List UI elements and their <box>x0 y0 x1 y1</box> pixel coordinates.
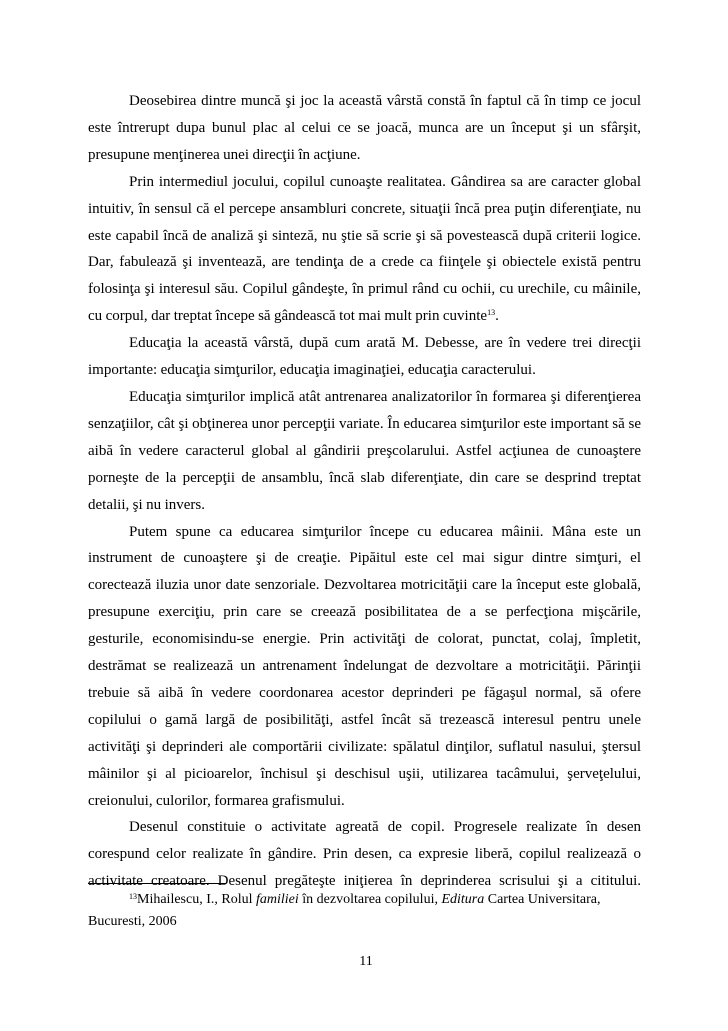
paragraph-5: Putem spune ca educarea simţurilor începe cu educarea mâinii. Mâna este un instrument de cunoaştere şi de creaţie. Pipăitul este cel mai sigur dintre simţuri, el corectează iluzia unor date senzoriale. Dezvoltarea motricităţii care la început este globală, presupune exerciţiu, prin care se creează posibilitatea de a se perfecţiona mişcările, gesturile, economisindu-se energie. Prin activităţi de colorat, punctat, colaj, împletit, destrămat se realizează un antrenament îndelungat de dezvoltare a motricităţii. Părinţii trebuie să aibă în vedere coordonarea acestor deprinderi pe făgaşul normal, să ofere copilului o gamă largă de posibilităţi, astfel încât să trezească interesul pentru unele activităţi şi deprinderi ale comportării civilizate: spălatul dinţilor, suflatul nasului, ştersul mâinilor şi al picioarelor, închisul şi deschisul uşii, utilizarea tacâmului, şerveţelului, creionului, culorilor, formarea grafismului. <box>88 523 641 809</box>
paragraph-2-text: Prin intermediul jocului, copilul cunoaşte realitatea. Gândirea sa are caracter global intuitiv, în sensul că el percepe ansambluri concrete, situaţii încă prea puţin diferenţiate, nu este capabil încă de analiză şi sinteză, nu ştie să scrie şi să povestească după criterii logice. Dar, fabulează şi inventează, are tendinţa de a crede ca fiinţele şi obiectele există pentru folosinţa şi interesul său. Copilul gândeşte, în primul rând cu ochii, cu urechile, cu mâinile, cu corpul, dar treptat începe să gândească tot mai mult prin cuvinte <box>88 173 641 325</box>
paragraph-3: Educaţia la această vârstă, după cum arată M. Debesse, are în vedere trei direcţii importante: educaţia simţurilor, educaţia imaginaţiei, educaţia caracterului. <box>88 335 641 379</box>
paragraph-1: Deosebirea dintre muncă şi joc la această vârstă constă în faptul că în timp ce jocul este întrerupt dupa bunul plac al celui ce se joacă, munca are un început şi un sfârşit, presupune menţinerea unei direcţii în acţiune. <box>88 93 641 163</box>
paragraph-4: Educaţia simţurilor implică atât antrenarea analizatorilor în formarea şi diferenţierea senzaţiilor, cât şi obţinerea unor percepţii variate. În educarea simţurilor este important să se aibă în vedere caracterul global al gândirii preşcolarului. Astfel acţiunea de cunoaştere porneşte de la percepţii de ansamblu, încă slab diferenţiate, din care se desprind treptat detalii, şi nu invers. <box>88 388 641 513</box>
footnote-italic-editura: Editura <box>441 892 485 907</box>
footnote-marker: 13 <box>129 892 137 901</box>
footnote-author: Mihailescu, I., Rolul <box>137 892 256 907</box>
page-number: 11 <box>359 954 373 969</box>
footnote-title: în dezvoltarea copilului, <box>298 892 442 907</box>
footnote-separator <box>88 883 226 884</box>
paragraph-2-end: . <box>495 308 499 325</box>
footnote-italic-familiei: familiei <box>256 892 299 907</box>
paragraph-2 <box>88 169 641 330</box>
paragraph-6: Desenul constituie o activitate agreată de copil. Progresele realizate în desen corespund celor realizate în gândire. Prin desen, ca expresie liberă, copilul realizează o activitate creatoare. Desenul pregăteşte iniţierea în deprinderea scrisului şi a cititului. <box>88 819 641 890</box>
footnote-publisher: Cartea Universitara, Bucuresti, 2006 <box>88 892 601 929</box>
body-text <box>88 88 641 895</box>
footnote <box>88 889 641 933</box>
footnote-reference: 13 <box>487 308 496 318</box>
